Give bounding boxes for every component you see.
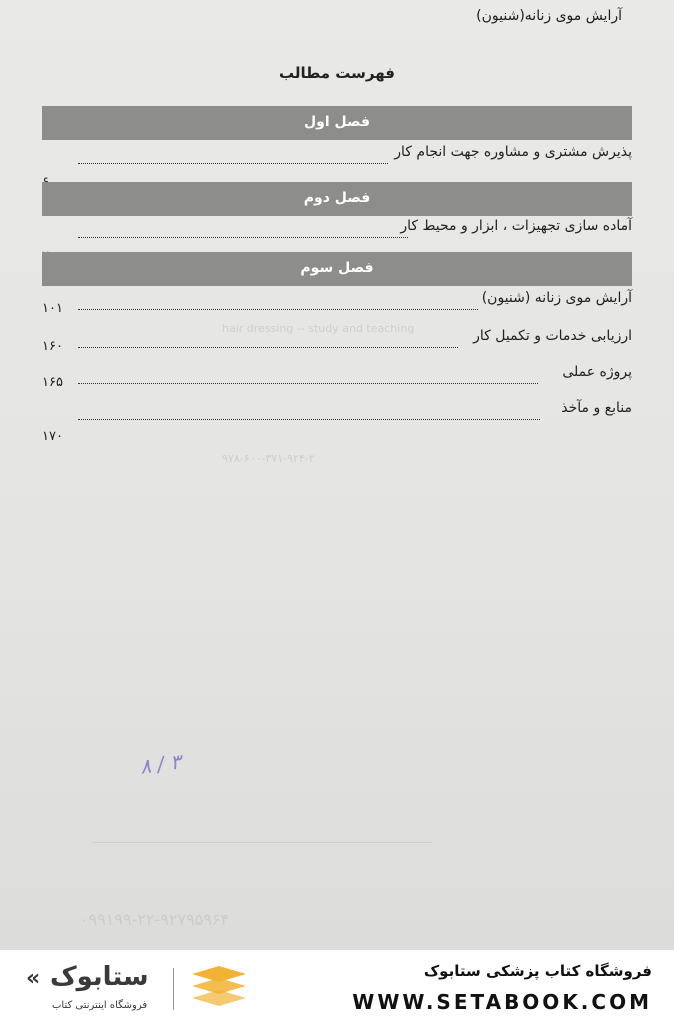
setabook-logo-icon xyxy=(186,964,252,1012)
toc-entry-page: ۱۰۱ xyxy=(42,301,63,316)
chapter-label: فصل دوم xyxy=(303,190,371,206)
toc-entry-page: ۱۶۵ xyxy=(42,375,63,390)
toc-entry-title: ارزیابی خدمات و تکمیل کار xyxy=(473,328,632,344)
watermark-banner xyxy=(0,950,674,1024)
chapter-band-3 xyxy=(42,252,632,286)
toc-entry[interactable] xyxy=(42,328,632,352)
toc-entry-page: ۱۷۰ xyxy=(42,429,63,444)
dot-leader xyxy=(78,418,540,420)
toc-entry-title: پروژه عملی xyxy=(562,364,632,380)
toc-entry[interactable] xyxy=(42,290,632,314)
dot-leader xyxy=(78,162,388,164)
bleed-through-line-3: ۰۹۹۱۹۹-۲۲-۹۲۷۹۵۹۶۴ xyxy=(80,910,230,929)
chapter-label: فصل سوم xyxy=(300,260,374,276)
toc-entry-title: منابع و مآخذ xyxy=(561,400,632,416)
dot-leader xyxy=(78,346,458,348)
toc-entry-title: پذیرش مشتری و مشاوره جهت انجام کار xyxy=(394,144,632,160)
toc-entry[interactable] xyxy=(42,144,632,168)
dot-leader xyxy=(78,382,538,384)
toc-entry-title: آرایش موی زنانه (شنیون) xyxy=(481,290,632,306)
toc-entry-title: آماده سازی تجهیزات ، ابزار و محیط کار xyxy=(400,218,632,234)
toc-title: فهرست مطالب xyxy=(279,64,395,82)
running-head: آرایش موی زنانه(شنیون) xyxy=(476,8,622,24)
bleed-through-line-2: ۹۷۸-۶۰۰-۳۷۱-۹۲۴-۲ xyxy=(222,452,315,465)
toc-entry-page: ۱۶۰ xyxy=(42,339,63,354)
logo-subtitle: فروشگاه اینترنتی کتاب xyxy=(52,1000,148,1011)
logo-arrows-icon: « xyxy=(26,966,41,991)
chapter-band-1 xyxy=(42,106,632,140)
handwritten-stamp: ۸ / ۳ xyxy=(138,749,183,779)
logo-divider xyxy=(173,968,174,1010)
toc-entry[interactable] xyxy=(42,218,632,242)
store-name: فروشگاه کتاب پزشکی ستابوک xyxy=(423,962,652,980)
store-url[interactable]: WWW.SETABOOK.COM xyxy=(352,990,652,1014)
toc-entry[interactable] xyxy=(42,400,632,444)
logo-text: ستابوک xyxy=(50,962,149,992)
dot-leader xyxy=(78,236,408,238)
chapter-band-2 xyxy=(42,182,632,216)
toc-entry[interactable] xyxy=(42,364,632,388)
chapter-label: فصل اول xyxy=(304,114,370,130)
divider-line xyxy=(92,842,432,843)
dot-leader xyxy=(78,308,478,310)
bleed-through-line-1: hair dressing -- study and teaching xyxy=(222,322,415,335)
